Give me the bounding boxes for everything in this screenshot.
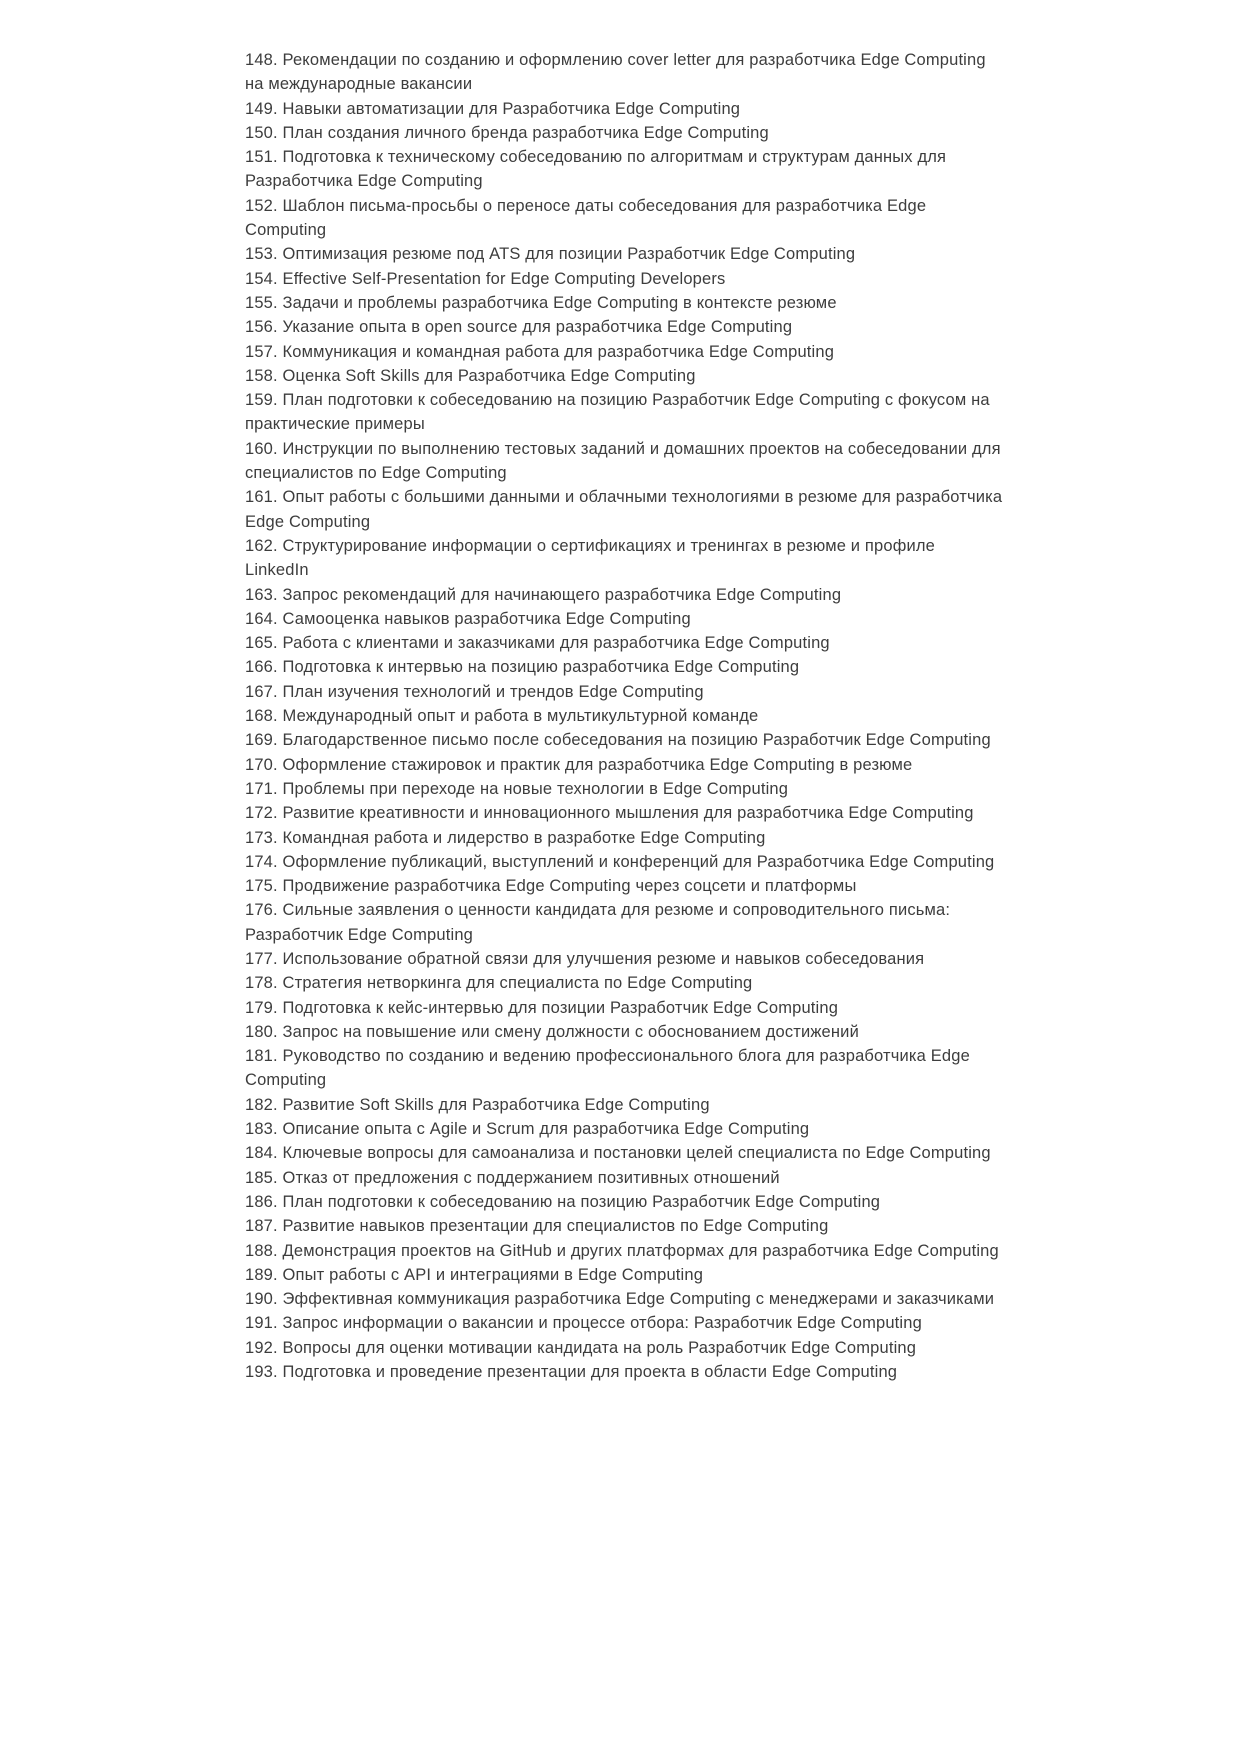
list-item: 192. Вопросы для оценки мотивации кандидата на роль Разработчик Edge Computing [245,1338,917,1357]
numbered-topic-list [245,48,1003,1384]
list-item: 169. Благодарственное письмо после собеседования на позицию Разработчик Edge Computing [245,731,991,750]
list-item: 159. План подготовки к собеседованию на позицию Разработчик Edge Computing с фокусом на практические примеры [245,391,990,434]
list-item: 178. Стратегия нетворкинга для специалиста по Edge Computing [245,974,753,993]
list-item: 167. План изучения технологий и трендов Edge Computing [245,682,704,701]
list-item: 158. Оценка Soft Skills для Разработчика Edge Computing [245,366,696,385]
list-item: 154. Effective Self-Presentation for Edge Computing Developers [245,269,726,288]
list-item: 185. Отказ от предложения с поддержанием позитивных отношений [245,1168,780,1187]
list-item: 174. Оформление публикаций, выступлений и конференций для Разработчика Edge Computing [245,852,995,871]
list-item: 163. Запрос рекомендаций для начинающего разработчика Edge Computing [245,585,842,604]
list-item: 152. Шаблон письма-просьбы о переносе даты собеседования для разработчика Edge Computing [245,196,927,240]
list-item: 183. Описание опыта с Agile и Scrum для разработчика Edge Computing [245,1120,810,1139]
list-item: 172. Развитие креативности и инновационного мышления для разработчика Edge Computing [245,804,974,823]
list-item: 151. Подготовка к техническому собеседованию по алгоритмам и структурам данных для Разработчика Edge Computing [245,148,947,191]
list-item: 157. Коммуникация и командная работа для разработчика Edge Computing [245,342,835,361]
list-item: 148. Рекомендации по созданию и оформлению cover letter для разработчика Edge Computing на международные вакансии [245,51,986,94]
list-item: 188. Демонстрация проектов на GitHub и других платформах для разработчика Edge Computing [245,1241,999,1260]
list-item: 173. Командная работа и лидерство в разработке Edge Computing [245,828,766,847]
list-item: 191. Запрос информации о вакансии и процессе отбора: Разработчик Edge Computing [245,1314,922,1333]
list-item: 177. Использование обратной связи для улучшения резюме и навыков собеседования [245,949,925,968]
list-item: 190. Эффективная коммуникация разработчика Edge Computing с менеджерами и заказчиками [245,1290,995,1309]
list-item: 162. Структурирование информации о сертификациях и тренингах в резюме и профиле LinkedIn [245,536,935,580]
list-item: 155. Задачи и проблемы разработчика Edge Computing в контексте резюме [245,293,837,312]
list-item: 184. Ключевые вопросы для самоанализа и постановки целей специалиста по Edge Computing [245,1144,991,1163]
list-item: 175. Продвижение разработчика Edge Computing через соцсети и платформы [245,877,857,896]
list-item: 149. Навыки автоматизации для Разработчика Edge Computing [245,99,741,118]
list-item: 156. Указание опыта в open source для разработчика Edge Computing [245,318,793,337]
list-item: 150. План создания личного бренда разработчика Edge Computing [245,123,769,142]
list-item: 193. Подготовка и проведение презентации для проекта в области Edge Computing [245,1363,898,1382]
list-item: 165. Работа с клиентами и заказчиками для разработчика Edge Computing [245,634,830,653]
list-item: 179. Подготовка к кейс-интервью для позиции Разработчик Edge Computing [245,998,839,1017]
list-item: 189. Опыт работы с API и интеграциями в Edge Computing [245,1265,704,1284]
list-item: 182. Развитие Soft Skills для Разработчика Edge Computing [245,1095,710,1114]
list-item: 170. Оформление стажировок и практик для разработчика Edge Computing в резюме [245,755,913,774]
list-item: 160. Инструкции по выполнению тестовых заданий и домашних проектов на собеседовании для специалистов по Edge Computing [245,439,1001,483]
list-item: 176. Сильные заявления о ценности кандидата для резюме и сопроводительного письма: Разработчик Edge Computing [245,901,951,944]
list-item: 186. План подготовки к собеседованию на позицию Разработчик Edge Computing [245,1192,881,1211]
list-item: 187. Развитие навыков презентации для специалистов по Edge Computing [245,1217,829,1236]
list-item: 171. Проблемы при переходе на новые технологии в Edge Computing [245,779,789,798]
list-item: 180. Запрос на повышение или смену должности с обоснованием достижений [245,1022,859,1041]
list-item: 161. Опыт работы с большими данными и облачными технологиями в резюме для разработчика Edge Computing [245,488,1003,531]
list-item: 181. Руководство по созданию и ведению профессионального блога для разработчика Edge Computing [245,1047,970,1090]
list-item: 164. Самооценка навыков разработчика Edge Computing [245,609,691,628]
list-item: 153. Оптимизация резюме под ATS для позиции Разработчик Edge Computing [245,245,856,264]
list-item: 166. Подготовка к интервью на позицию разработчика Edge Computing [245,658,800,677]
list-item: 168. Международный опыт и работа в мультикультурной команде [245,707,759,726]
